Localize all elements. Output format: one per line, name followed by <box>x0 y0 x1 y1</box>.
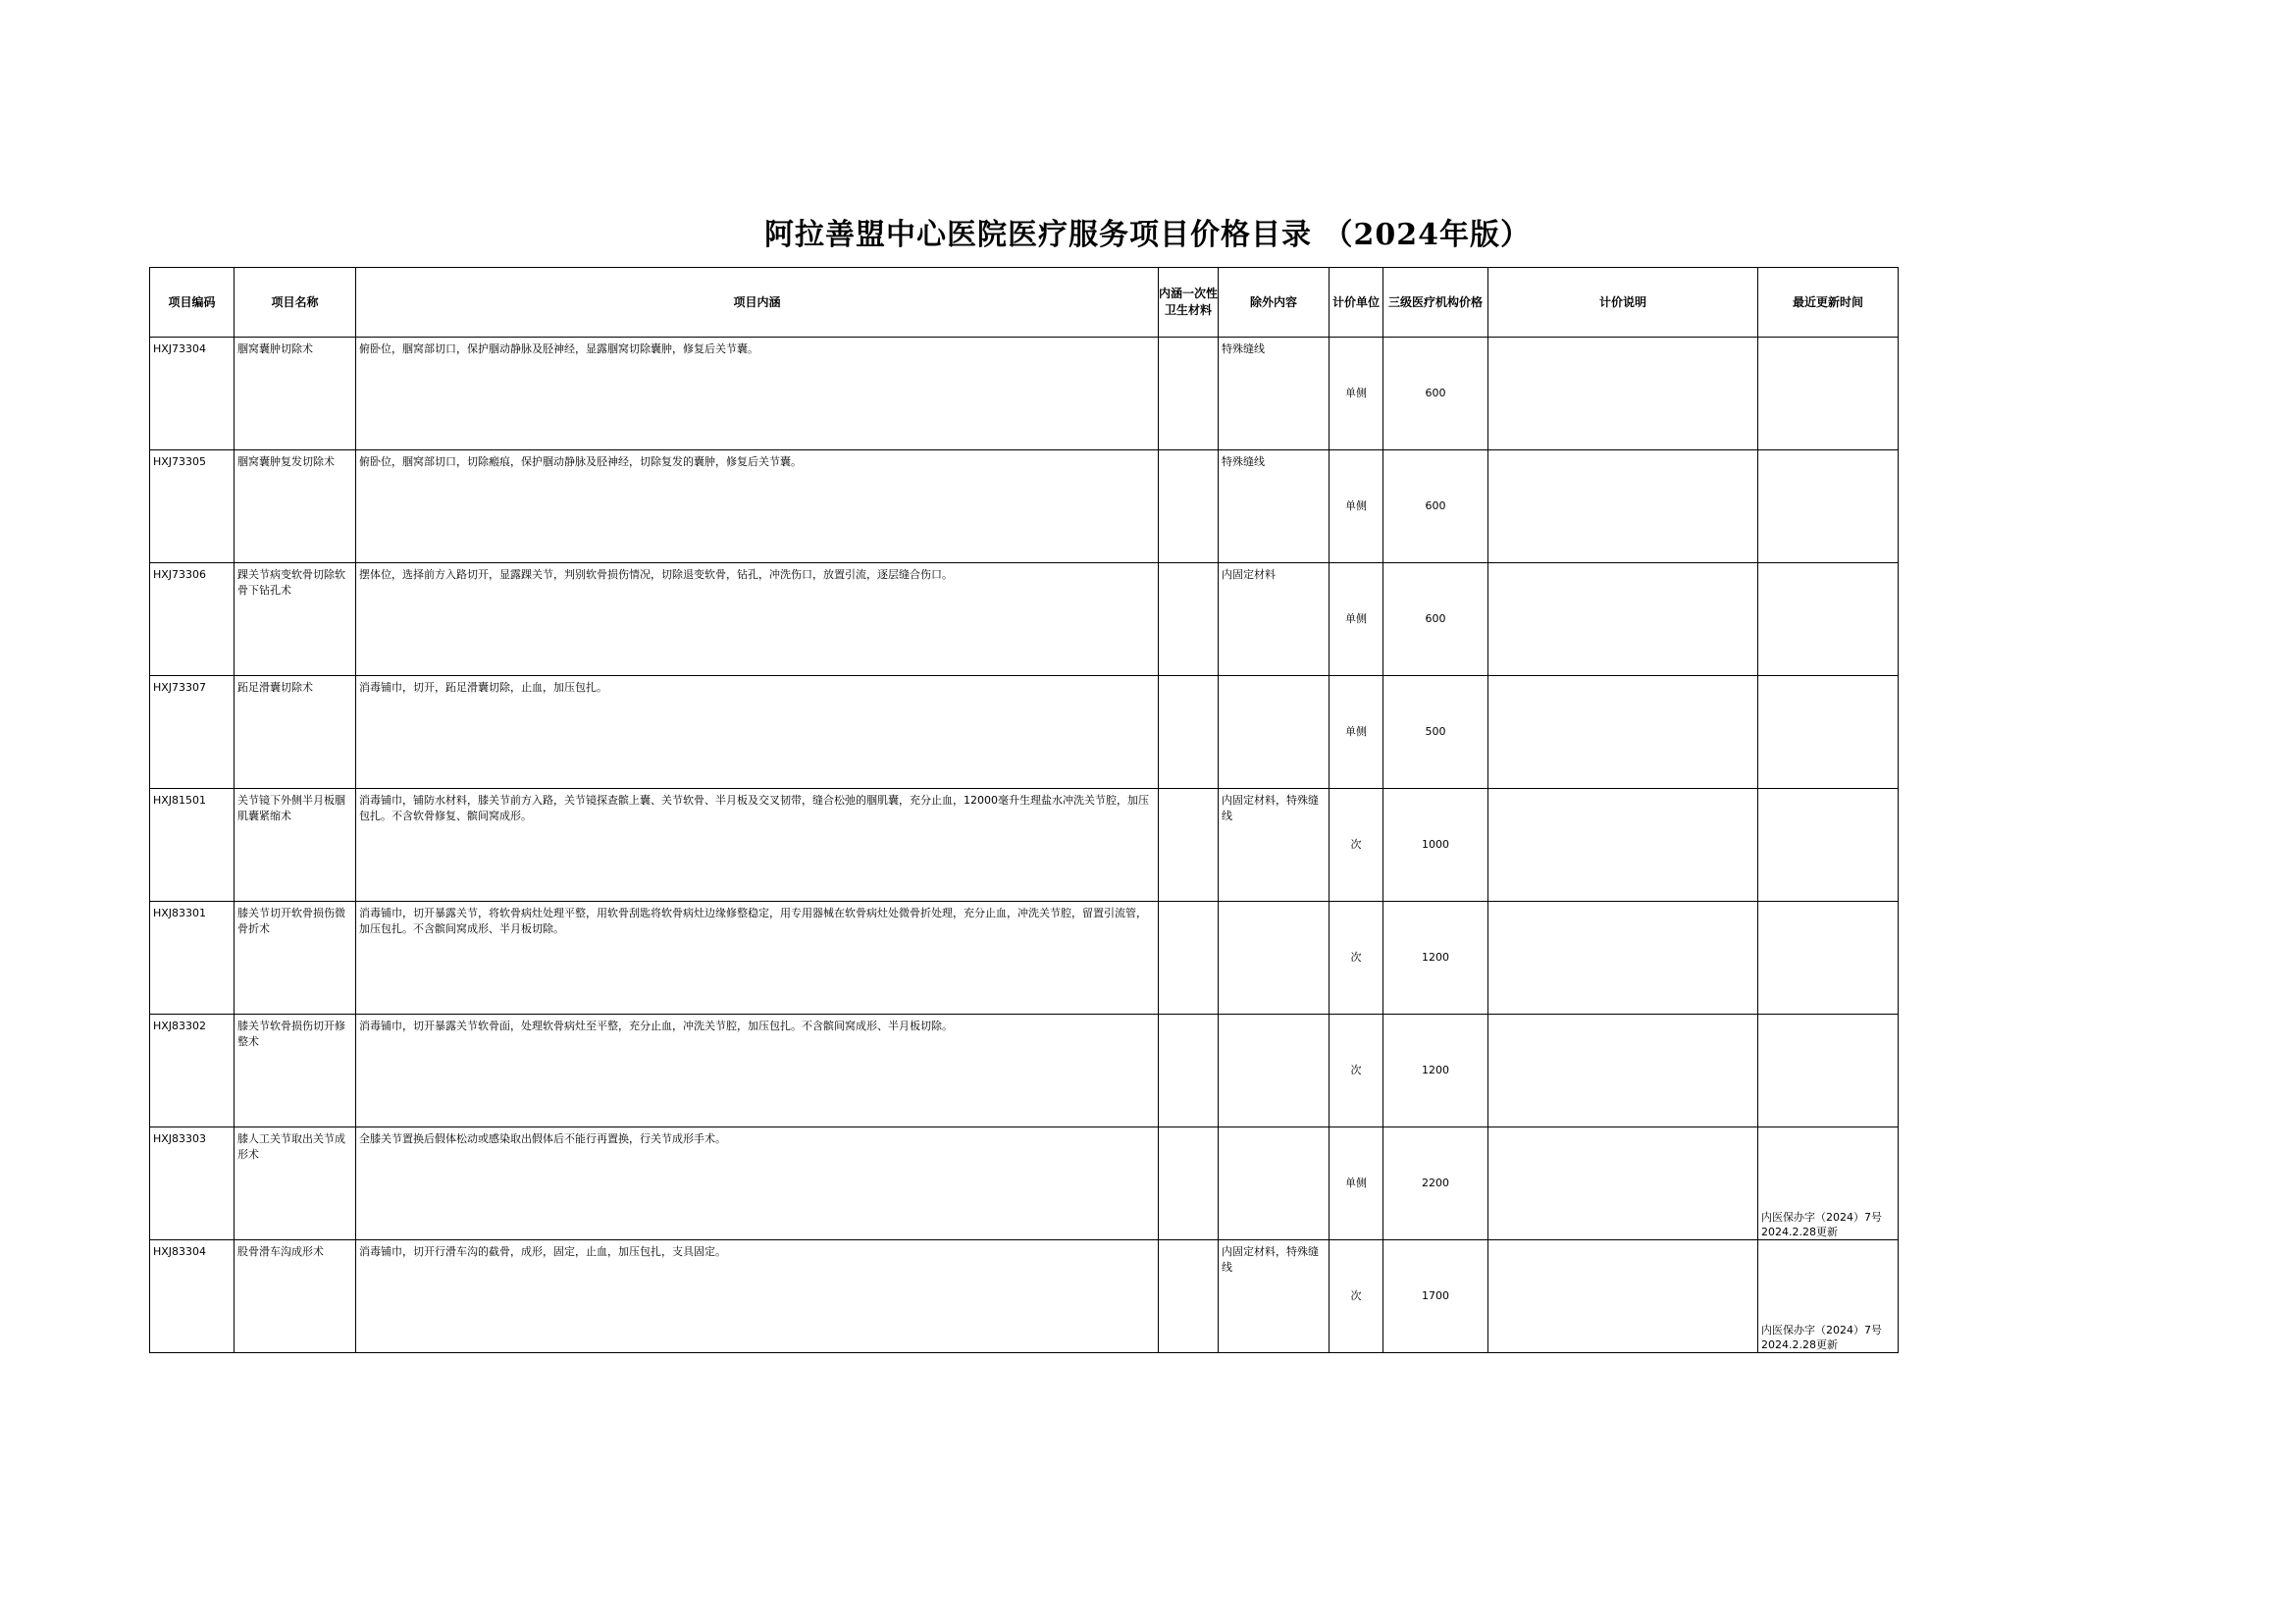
cell-unit: 单侧 <box>1330 338 1383 450</box>
header-price: 三级医疗机构价格 <box>1383 268 1488 338</box>
cell-code: HXJ73305 <box>150 450 235 563</box>
cell-updated <box>1758 563 1899 676</box>
cell-material <box>1159 902 1219 1015</box>
cell-updated: 内医保办字（2024）7号 2024.2.28更新 <box>1758 1127 1899 1240</box>
cell-price: 1000 <box>1383 789 1488 902</box>
cell-code: HXJ73307 <box>150 676 235 789</box>
cell-note <box>1488 563 1758 676</box>
cell-updated <box>1758 338 1899 450</box>
cell-name: 腘窝囊肿切除术 <box>235 338 356 450</box>
cell-name: 腘窝囊肿复发切除术 <box>235 450 356 563</box>
cell-unit: 次 <box>1330 1015 1383 1127</box>
cell-content: 消毒铺巾，切开暴露关节，将软骨病灶处理平整，用软骨刮匙将软骨病灶边缘修整稳定，用专用器械在软骨病灶处微骨折处理，充分止血，冲洗关节腔，留置引流管，加压包扎。不含髌间窝成形、半月板切除。 <box>356 902 1159 1015</box>
cell-price: 600 <box>1383 450 1488 563</box>
page-title: 阿拉善盟中心医院医疗服务项目价格目录 （2024年版） <box>764 218 1531 252</box>
header-content: 项目内涵 <box>356 268 1159 338</box>
cell-exclusion <box>1219 1015 1330 1127</box>
cell-note <box>1488 1127 1758 1240</box>
header-updated: 最近更新时间 <box>1758 268 1899 338</box>
header-unit: 计价单位 <box>1330 268 1383 338</box>
cell-unit: 次 <box>1330 789 1383 902</box>
cell-exclusion: 内固定材料，特殊缝线 <box>1219 789 1330 902</box>
cell-updated <box>1758 902 1899 1015</box>
cell-exclusion: 内固定材料 <box>1219 563 1330 676</box>
cell-note <box>1488 1240 1758 1353</box>
cell-updated: 内医保办字（2024）7号 2024.2.28更新 <box>1758 1240 1899 1353</box>
cell-exclusion <box>1219 902 1330 1015</box>
cell-name: 踝关节病变软骨切除软骨下钻孔术 <box>235 563 356 676</box>
cell-price: 2200 <box>1383 1127 1488 1240</box>
cell-updated <box>1758 676 1899 789</box>
cell-code: HXJ83304 <box>150 1240 235 1353</box>
cell-unit: 单侧 <box>1330 563 1383 676</box>
cell-name: 膝人工关节取出关节成形术 <box>235 1127 356 1240</box>
cell-price: 1700 <box>1383 1240 1488 1353</box>
table-row <box>150 338 1899 450</box>
header-row <box>150 268 1899 338</box>
table-row <box>150 1015 1899 1127</box>
cell-unit: 次 <box>1330 902 1383 1015</box>
cell-updated <box>1758 1015 1899 1127</box>
cell-price: 600 <box>1383 563 1488 676</box>
header-code: 项目编码 <box>150 268 235 338</box>
cell-price: 1200 <box>1383 1015 1488 1127</box>
cell-content: 消毒铺巾，切开暴露关节软骨面，处理软骨病灶至平整，充分止血，冲洗关节腔，加压包扎。不含髌间窝成形、半月板切除。 <box>356 1015 1159 1127</box>
cell-exclusion <box>1219 1127 1330 1240</box>
cell-code: HXJ81501 <box>150 789 235 902</box>
cell-content: 消毒铺巾，铺防水材料，膝关节前方入路，关节镜探查髌上囊、关节软骨、半月板及交叉韧带，缝合松弛的腘肌囊，充分止血，12000毫升生理盐水冲洗关节腔，加压包扎。不含软骨修复、髌间窝成形。 <box>356 789 1159 902</box>
table-row <box>150 676 1899 789</box>
cell-exclusion: 特殊缝线 <box>1219 338 1330 450</box>
table-row <box>150 1240 1899 1353</box>
cell-code: HXJ83302 <box>150 1015 235 1127</box>
cell-material <box>1159 676 1219 789</box>
cell-name: 股骨滑车沟成形术 <box>235 1240 356 1353</box>
table-row <box>150 1127 1899 1240</box>
cell-price: 1200 <box>1383 902 1488 1015</box>
cell-note <box>1488 902 1758 1015</box>
cell-content: 摆体位，选择前方入路切开，显露踝关节，判别软骨损伤情况，切除退变软骨，钻孔，冲洗伤口，放置引流，逐层缝合伤口。 <box>356 563 1159 676</box>
cell-note <box>1488 789 1758 902</box>
cell-note <box>1488 676 1758 789</box>
cell-note <box>1488 450 1758 563</box>
cell-exclusion: 内固定材料，特殊缝线 <box>1219 1240 1330 1353</box>
cell-name: 跖足滑囊切除术 <box>235 676 356 789</box>
cell-content: 俯卧位，腘窝部切口，保护腘动静脉及胫神经，显露腘窝切除囊肿，修复后关节囊。 <box>356 338 1159 450</box>
cell-exclusion <box>1219 676 1330 789</box>
cell-unit: 单侧 <box>1330 1127 1383 1240</box>
table-row <box>150 450 1899 563</box>
cell-content: 消毒铺巾，切开行滑车沟的截骨，成形，固定，止血，加压包扎，支具固定。 <box>356 1240 1159 1353</box>
cell-updated <box>1758 789 1899 902</box>
cell-material <box>1159 1127 1219 1240</box>
header-exclusion: 除外内容 <box>1219 268 1330 338</box>
price-table <box>149 267 1899 1353</box>
cell-code: HXJ83301 <box>150 902 235 1015</box>
cell-material <box>1159 338 1219 450</box>
cell-material <box>1159 789 1219 902</box>
cell-note <box>1488 338 1758 450</box>
cell-unit: 次 <box>1330 1240 1383 1353</box>
cell-code: HXJ73306 <box>150 563 235 676</box>
cell-material <box>1159 1240 1219 1353</box>
cell-unit: 单侧 <box>1330 450 1383 563</box>
cell-material <box>1159 1015 1219 1127</box>
cell-name: 膝关节软骨损伤切开修整术 <box>235 1015 356 1127</box>
header-material: 内涵一次性卫生材料 <box>1159 268 1219 338</box>
cell-note <box>1488 1015 1758 1127</box>
cell-content: 俯卧位，腘窝部切口，切除瘢痕，保护腘动静脉及胫神经，切除复发的囊肿，修复后关节囊。 <box>356 450 1159 563</box>
cell-updated <box>1758 450 1899 563</box>
cell-material <box>1159 563 1219 676</box>
header-note: 计价说明 <box>1488 268 1758 338</box>
cell-code: HXJ83303 <box>150 1127 235 1240</box>
cell-price: 500 <box>1383 676 1488 789</box>
header-name: 项目名称 <box>235 268 356 338</box>
table-row <box>150 902 1899 1015</box>
table-row <box>150 563 1899 676</box>
cell-exclusion: 特殊缝线 <box>1219 450 1330 563</box>
cell-content: 全膝关节置换后假体松动或感染取出假体后不能行再置换，行关节成形手术。 <box>356 1127 1159 1240</box>
cell-name: 膝关节切开软骨损伤微骨折术 <box>235 902 356 1015</box>
cell-code: HXJ73304 <box>150 338 235 450</box>
table-row <box>150 789 1899 902</box>
cell-unit: 单侧 <box>1330 676 1383 789</box>
cell-price: 600 <box>1383 338 1488 450</box>
cell-content: 消毒铺巾，切开，跖足滑囊切除，止血，加压包扎。 <box>356 676 1159 789</box>
cell-material <box>1159 450 1219 563</box>
cell-name: 关节镜下外侧半月板腘肌囊紧缩术 <box>235 789 356 902</box>
